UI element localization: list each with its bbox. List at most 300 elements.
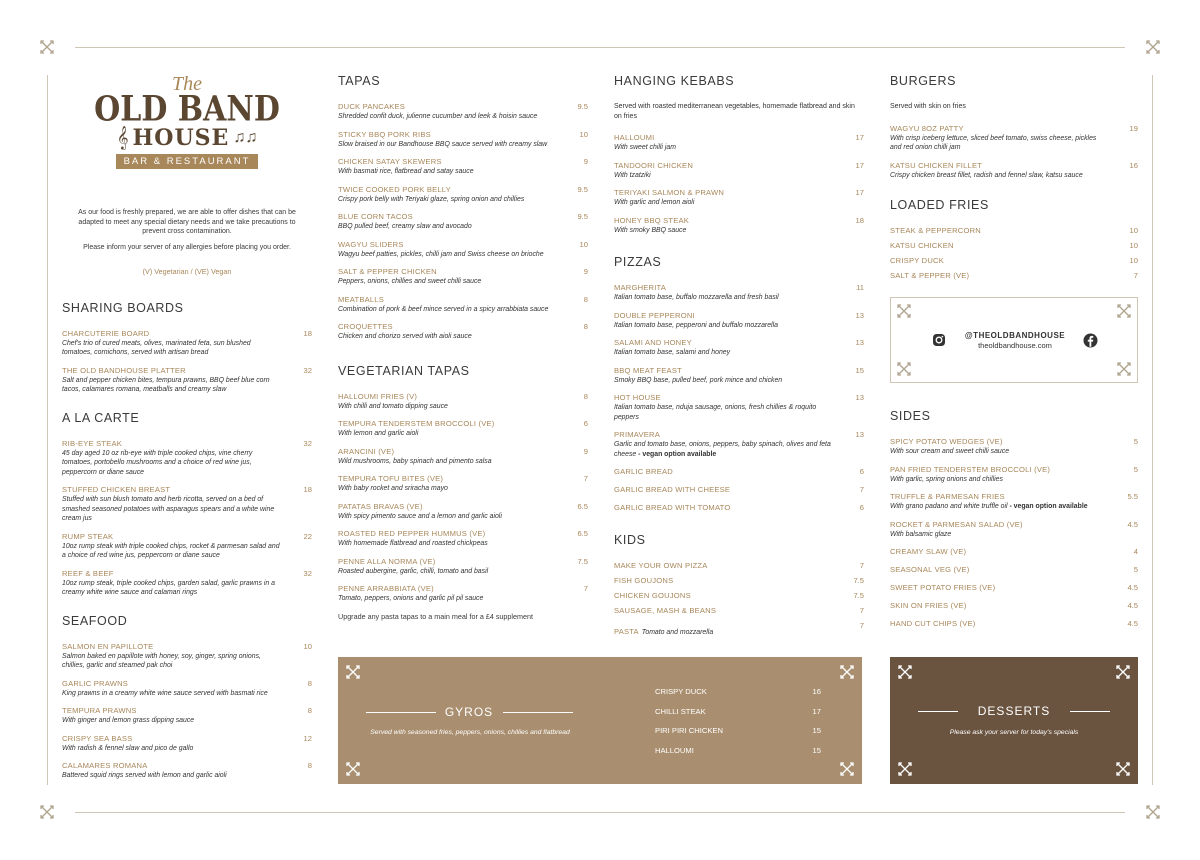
item-price: 8: [583, 391, 588, 401]
item-price: 32: [303, 438, 312, 448]
item-desc: [614, 171, 834, 181]
item-desc-text: Italian tomato base, buffalo mozzarella and fresh basil: [614, 294, 779, 301]
menu-item: [62, 532, 312, 561]
item-name: KATSU CHICKEN: [890, 241, 954, 250]
item-desc: [338, 429, 558, 439]
item-price: 6.5: [577, 501, 588, 511]
item-name: KATSU CHICKEN FILLET: [890, 160, 983, 170]
item-desc-text: Salmon baked en papillote with honey, soy, ginger, spring onions, chillies, garlic and steamed pak choi: [62, 652, 261, 669]
item-desc-text: 10oz rump steak with triple cooked chips, rocket & parmesan salad and a choice of red wine jus, peppercorn or diane sauce: [62, 542, 280, 559]
item-name: BLUE CORN TACOS: [338, 212, 413, 221]
rule-line: [366, 712, 436, 713]
section-intro: Served with skin on fries: [890, 103, 966, 110]
item-price: 7.5: [853, 591, 864, 600]
allergy-note: Please inform your server of any allergies before placing you order.: [83, 243, 291, 251]
item-name: HAND CUT CHIPS (VE): [890, 619, 976, 628]
item-desc: [890, 475, 1108, 485]
corner-ornament-icon: [1117, 304, 1131, 318]
item-desc: [890, 502, 1108, 512]
item-price: 13: [855, 430, 864, 439]
item-price: 8: [307, 761, 312, 770]
menu-item: [338, 295, 588, 315]
menu-item: [62, 706, 312, 726]
item-desc: [338, 539, 558, 549]
item-desc-text: With smoky BBQ sauce: [614, 226, 687, 234]
corner-ornament-icon: [40, 805, 54, 819]
item-name: FISH GOUJONS: [614, 576, 674, 585]
item-desc-text: With sweet chilli jam: [614, 144, 676, 151]
item-desc: [62, 495, 282, 524]
item-desc: [62, 579, 282, 598]
item-name: PENNE ARRABBIATA (VE): [338, 584, 434, 593]
menu-item: [890, 520, 1138, 540]
vegan-note: - vegan option available: [636, 450, 717, 458]
sharing-boards-section: [62, 301, 312, 395]
item-price: 4.5: [1127, 583, 1138, 592]
website-link[interactable]: theoldbandhouse.com: [978, 341, 1052, 350]
item-price: 18: [303, 328, 312, 338]
section-title: A LA CARTE: [62, 410, 140, 425]
menu-item: [890, 437, 1138, 457]
item-price: 9.5: [577, 212, 588, 221]
item-desc-text: Slow braised in our Bandhouse BBQ sauce served with creamy slaw: [338, 140, 548, 148]
item-price: 11: [856, 283, 864, 292]
section-title: PIZZAS: [614, 255, 662, 269]
facebook-icon[interactable]: [1083, 333, 1098, 348]
logo-line2: HOUSE: [132, 125, 230, 151]
column-4: [890, 74, 1138, 286]
desserts-subtitle: Please ask your server for today's specials: [949, 729, 1079, 736]
menu-item: [890, 492, 1138, 512]
menu-item: [890, 271, 1138, 281]
item-name: CREAMY SLAW (VE): [890, 547, 967, 556]
kids-section: [614, 533, 864, 639]
menu-item: [614, 467, 864, 477]
menu-item: [614, 621, 864, 639]
section-title: BURGERS: [890, 74, 957, 88]
item-desc-text: Chicken and chorizo served with aioli sauce: [338, 333, 472, 340]
item-desc-text: Chef's trio of cured meats, olives, marinated feta, sun blushed tomatoes, cornichons, served with artisan bread: [62, 339, 251, 356]
item-desc-text: Combination of pork & beef mince served in a spicy arrabbiata sauce: [338, 305, 549, 313]
menu-item: [62, 642, 312, 671]
menu-item: [62, 679, 312, 699]
item-desc-text: With lemon and garlic aioli: [338, 430, 419, 437]
item-desc: [614, 440, 834, 459]
item-price: 19: [1129, 123, 1138, 133]
item-price: 4.5: [1127, 601, 1138, 610]
item-name: ROASTED RED PEPPER HUMMUS (VE): [338, 529, 486, 538]
section-title: SIDES: [890, 409, 931, 423]
menu-item: [338, 584, 588, 604]
item-desc: [338, 332, 558, 342]
section-title: SHARING BOARDS: [62, 300, 184, 315]
section-title: LOADED FRIES: [890, 198, 989, 212]
item-price: 17: [855, 160, 864, 170]
menu-item: [338, 529, 588, 549]
item-desc-text: Italian tomato base, pepperoni and buffalo mozzarella: [614, 321, 778, 329]
vegan-note: - vegan option available: [1007, 503, 1088, 510]
item-name: HALLOUMI: [614, 133, 655, 142]
corner-ornament-icon: [1146, 40, 1160, 54]
item-name: PIRI PIRI CHICKEN: [655, 726, 723, 735]
rule-line: [1070, 711, 1110, 712]
pizzas-section: [614, 255, 864, 513]
item-name: GARLIC BREAD WITH CHEESE: [614, 485, 731, 494]
item-desc: [614, 321, 834, 331]
right-divider: [1152, 75, 1153, 785]
item-name: HALLOUMI: [655, 745, 694, 755]
item-price: 15: [812, 745, 821, 755]
item-price: 10: [303, 641, 312, 651]
item-price: 17: [855, 188, 864, 197]
item-desc-text: 10oz rump steak, triple cooked chips, garden salad, garlic prawns in a creamy white wine sauce and calamari rings: [62, 579, 275, 596]
item-price: 5.5: [1127, 492, 1138, 501]
item-price: 5: [1133, 464, 1138, 474]
item-desc-text: With baby rocket and sriracha mayo: [338, 485, 448, 492]
item-name: TANDOORI CHICKEN: [614, 160, 693, 170]
item-price: 15: [812, 726, 821, 735]
item-name: CROQUETTES: [338, 322, 393, 331]
social-handle[interactable]: @THEOLDBANDHOUSE: [964, 331, 1066, 340]
item-desc: [338, 250, 558, 260]
item-desc: [338, 277, 558, 287]
item-price: 16: [1129, 160, 1138, 170]
item-desc: [62, 652, 282, 671]
item-price: 7: [859, 561, 864, 570]
item-price: 9: [583, 446, 588, 456]
logo-tagline: BAR & RESTAURANT: [116, 154, 259, 169]
item-name: STUFFED CHICKEN BREAST: [62, 485, 171, 494]
menu-item: [614, 430, 864, 459]
item-price: 8: [583, 322, 588, 331]
item-desc: [614, 348, 834, 358]
item-desc-text: Italian tomato base, nduja sausage, onions, fresh chillies & roquito peppers: [614, 404, 817, 421]
menu-item: [890, 619, 1138, 629]
item-price: 10: [579, 239, 588, 249]
item-price: 8: [307, 678, 312, 688]
item-desc: [62, 542, 282, 561]
item-desc-text: Roasted aubergine, garlic, chilli, tomato and basil: [338, 567, 489, 575]
item-name: PATATAS BRAVAS (VE): [338, 501, 423, 511]
item-price: 6: [859, 467, 864, 476]
item-price: 12: [303, 733, 312, 743]
item-name: DUCK PANCAKES: [338, 102, 406, 111]
item-desc-text: Salt and pepper chicken bites, tempura prawns, BBQ beef blue corn tacos, calamares romana, meatballs and creamy slaw: [62, 376, 270, 393]
item-name: GARLIC BREAD WITH TOMATO: [614, 503, 731, 512]
item-name: TWICE COOKED PORK BELLY: [338, 184, 451, 194]
item-desc-text: Wild mushrooms, baby spinach and pimento salsa: [338, 457, 492, 465]
item-desc-text: Crispy pork belly with Teriyaki glaze, spring onion and chillies: [338, 195, 525, 203]
menu-item: [338, 240, 588, 260]
section-title: KIDS: [614, 533, 646, 547]
item-desc: [338, 167, 558, 177]
corner-ornament-icon: [898, 762, 912, 776]
menu-item: [890, 465, 1138, 485]
section-title: VEGETARIAN TAPAS: [338, 363, 470, 378]
veg-tapas-section: [338, 364, 588, 621]
item-price: 5: [1133, 565, 1138, 574]
item-desc: [614, 403, 834, 422]
sides-section: [890, 409, 1138, 637]
section-title: SEAFOOD: [62, 613, 128, 628]
menu-item: [338, 447, 588, 467]
item-price: 10: [1129, 241, 1138, 250]
menu-item: [614, 503, 864, 513]
corner-ornament-icon: [897, 362, 911, 376]
left-divider: [47, 75, 48, 785]
item-desc-text: Smoky BBQ base, pulled beef, pork mince and chicken: [614, 376, 783, 384]
item-name: TEMPURA TENDERSTEM BROCCOLI (VE): [338, 419, 495, 428]
item-price: 8: [307, 706, 312, 715]
menu-item: [614, 311, 864, 331]
item-desc-text: King prawns in a creamy white wine sauce served with basmati rice: [62, 689, 268, 697]
item-name: SEASONAL VEG (VE): [890, 565, 970, 574]
corner-ornament-icon: [40, 40, 54, 54]
menu-item: [614, 366, 864, 386]
menu-item: [62, 366, 312, 395]
seafood-section: [62, 614, 312, 781]
item-name: STEAK & PEPPERCORN: [890, 226, 981, 235]
item-desc-text: Wagyu beef patties, pickles, chilli jam and Swiss cheese on brioche: [338, 250, 544, 258]
diet-legend: (V) Vegetarian / (VE) Vegan: [142, 266, 232, 276]
item-name: MEATBALLS: [338, 294, 384, 304]
gyros-item: [655, 726, 821, 746]
item-desc: [62, 689, 282, 699]
menu-item: [338, 212, 588, 232]
item-name: TERIYAKI SALMON & PRAWN: [614, 188, 725, 197]
item-name: CRISPY SEA BASS: [62, 733, 133, 743]
item-name: SAUSAGE, MASH & BEANS: [614, 606, 717, 615]
top-divider: [75, 47, 1125, 48]
corner-ornament-icon: [840, 762, 854, 776]
gyros-box: [338, 657, 862, 784]
desserts-title: DESSERTS: [977, 704, 1051, 718]
music-note-icon: ♫♫: [233, 129, 258, 146]
item-name: SKIN ON FRIES (VE): [890, 601, 967, 610]
gyros-item: [655, 687, 821, 707]
rule-line: [503, 712, 573, 713]
item-price: 10: [579, 129, 588, 139]
menu-item: [890, 226, 1138, 236]
item-name: CHICKEN SATAY SKEWERS: [338, 157, 442, 166]
item-desc: [338, 305, 558, 315]
social-box: [890, 297, 1138, 383]
item-name: ROCKET & PARMESAN SALAD (VE): [890, 519, 1023, 529]
item-desc-text: With spicy pimento sauce and a lemon and garlic aioli: [338, 512, 502, 520]
item-desc-text: Battered squid rings served with lemon and garlic aioli: [62, 772, 227, 779]
item-desc-text: With tzatziki: [614, 171, 651, 179]
item-desc: [338, 140, 558, 150]
section-intro: Served with roasted mediterranean vegetables, homemade flatbread and skin on fries: [614, 103, 855, 120]
item-name: RUMP STEAK: [62, 531, 114, 541]
menu-item: [338, 419, 588, 439]
menu-item: [338, 322, 588, 342]
item-price: 10: [1129, 226, 1138, 235]
section-title: TAPAS: [338, 74, 381, 88]
item-name: SWEET POTATO FRIES (VE): [890, 583, 996, 592]
burgers-section: [890, 74, 1138, 180]
item-desc: [338, 195, 558, 205]
menu-item: [614, 485, 864, 495]
column-1: [62, 70, 312, 789]
menu-item: [338, 502, 588, 522]
item-name: CRISPY DUCK: [890, 256, 944, 265]
menu-item: [614, 576, 864, 586]
item-price: 9.5: [577, 184, 588, 194]
item-price: 6: [859, 503, 864, 512]
menu-item: [338, 392, 588, 412]
item-desc: [890, 447, 1108, 457]
item-desc-text: With garlic, spring onions and chillies: [890, 475, 1003, 483]
logo-line1: OLD BAND: [94, 89, 280, 130]
menu-item: [338, 130, 588, 150]
item-name: PRIMAVERA: [614, 430, 660, 439]
item-name: GARLIC BREAD: [614, 467, 673, 476]
item-desc: [62, 376, 282, 395]
item-desc: [338, 402, 558, 412]
treble-clef-icon: 𝄞: [116, 127, 129, 149]
item-name: SALT & PEPPER CHICKEN: [338, 267, 437, 276]
logo: [62, 74, 312, 194]
item-desc: [338, 484, 558, 494]
menu-item: [614, 283, 864, 303]
item-price: 4.5: [1127, 619, 1138, 628]
section-title: HANGING KEBABS: [614, 74, 735, 88]
item-name: SALAMI AND HONEY: [614, 338, 692, 347]
item-desc: [338, 567, 558, 577]
item-price: 7: [859, 485, 864, 494]
item-desc-text: With balsamic glaze: [890, 530, 952, 538]
item-desc-text: Tomato, peppers, onions and garlic pil pil sauce: [338, 595, 484, 602]
menu-item: [890, 565, 1138, 575]
item-desc-text: Peppers, onions, chillies and sweet chilli sauce: [338, 278, 482, 285]
menu-item: [614, 561, 864, 571]
item-name: ARANCINI (VE): [338, 446, 395, 456]
menu-item: [890, 124, 1138, 153]
item-desc-text: Italian tomato base, salami and honey: [614, 349, 731, 356]
item-price: 5: [1133, 437, 1138, 446]
menu-item: [62, 569, 312, 598]
menu-item: [614, 591, 864, 601]
item-name: CRISPY DUCK: [655, 687, 707, 696]
item-price: 13: [855, 393, 864, 402]
menu-item: [338, 185, 588, 205]
item-price: 9: [583, 157, 588, 166]
menu-item: [890, 547, 1138, 557]
item-price: 17: [812, 706, 821, 716]
item-price: 9: [583, 267, 588, 276]
menu-item: [62, 761, 312, 781]
item-price: 4: [1133, 547, 1138, 556]
item-price: 7: [1133, 271, 1138, 280]
item-desc-text: Crispy chicken breast fillet, radish and fennel slaw, katsu sauce: [890, 171, 1083, 179]
allergen-intro: As our food is freshly prepared, we are able to offer dishes that can be adapted to meet any special dietary needs and we take precautions to prevent cross contamination.: [78, 209, 296, 235]
corner-ornament-icon: [1146, 805, 1160, 819]
item-price: 7: [583, 584, 588, 593]
item-desc-text: BBQ pulled beef, creamy slaw and avocado: [338, 223, 472, 230]
menu-item: [62, 329, 312, 358]
menu-item: [338, 557, 588, 577]
tapas-section: [338, 74, 588, 342]
logo-the: The: [172, 73, 202, 95]
item-desc: [62, 449, 282, 478]
item-name: HALLOUMI FRIES (V): [338, 391, 418, 401]
item-desc-text: With basmati rice, flatbread and satay sauce: [338, 168, 474, 175]
item-name: CALAMARES ROMANA: [62, 761, 148, 770]
item-name: HOT HOUSE: [614, 393, 661, 402]
item-desc: [890, 530, 1108, 540]
item-name: STICKY BBQ PORK RIBS: [338, 129, 431, 139]
instagram-icon[interactable]: [932, 333, 946, 347]
corner-ornament-icon: [1116, 665, 1130, 679]
item-name: DOUBLE PEPPERONI: [614, 310, 695, 320]
item-name: PENNE ALLA NORMA (VE): [338, 556, 436, 566]
menu-item: [338, 157, 588, 177]
item-name: RIB-EYE STEAK: [62, 438, 122, 448]
menu-item: [338, 267, 588, 287]
item-price: 22: [303, 531, 312, 541]
item-desc-text: With sour cream and sweet chilli sauce: [890, 448, 1010, 455]
item-desc: [614, 226, 834, 236]
gyros-list: [655, 687, 821, 765]
item-price: 13: [855, 310, 864, 320]
item-desc: [614, 198, 834, 208]
item-desc-text: Shredded confit duck, julienne cucumber and leek & hoisin sauce: [338, 113, 538, 120]
item-desc: [338, 512, 558, 522]
item-price: 4.5: [1127, 519, 1138, 529]
item-name: HONEY BBQ STEAK: [614, 215, 690, 225]
item-desc: [614, 293, 834, 303]
item-name: PAN FRIED TENDERSTEM BROCCOLI (VE): [890, 464, 1051, 474]
item-price: 16: [812, 687, 821, 696]
corner-ornament-icon: [897, 304, 911, 318]
item-desc: [338, 594, 558, 604]
corner-ornament-icon: [1117, 362, 1131, 376]
menu-item: [62, 734, 312, 754]
item-price: 9.5: [577, 102, 588, 111]
item-desc-text: With homemade flatbread and roasted chickpeas: [338, 540, 488, 547]
gyros-item: [655, 707, 821, 727]
bottom-divider: [75, 812, 1125, 813]
item-price: 6: [583, 419, 588, 428]
rule-line: [918, 711, 958, 712]
item-price: 15: [855, 365, 864, 375]
corner-ornament-icon: [346, 762, 360, 776]
item-name: CHILLI STEAK: [655, 706, 706, 716]
item-name: REEF & BEEF: [62, 568, 114, 578]
item-price: 32: [303, 365, 312, 375]
item-price: 18: [303, 485, 312, 494]
item-desc: [614, 376, 834, 386]
item-name: THE OLD BANDHOUSE PLATTER: [62, 365, 186, 375]
menu-item: [614, 216, 864, 236]
item-desc: [62, 339, 282, 358]
kebabs-section: [614, 74, 864, 235]
item-name: TEMPURA PRAWNS: [62, 706, 137, 715]
item-price: 7.5: [577, 556, 588, 566]
item-price: 18: [855, 215, 864, 225]
item-name: BBQ MEAT FEAST: [614, 365, 682, 375]
item-name: CHARCUTERIE BOARD: [62, 328, 150, 338]
item-price: 8: [583, 294, 588, 304]
item-desc: [62, 744, 282, 754]
item-desc-text: With chilli and tomato dipping sauce: [338, 402, 448, 410]
menu-item: [890, 601, 1138, 611]
gyros-title: GYROS: [444, 705, 494, 719]
menu-item: [338, 102, 588, 122]
corner-ornament-icon: [346, 665, 360, 679]
menu-item: [890, 583, 1138, 593]
